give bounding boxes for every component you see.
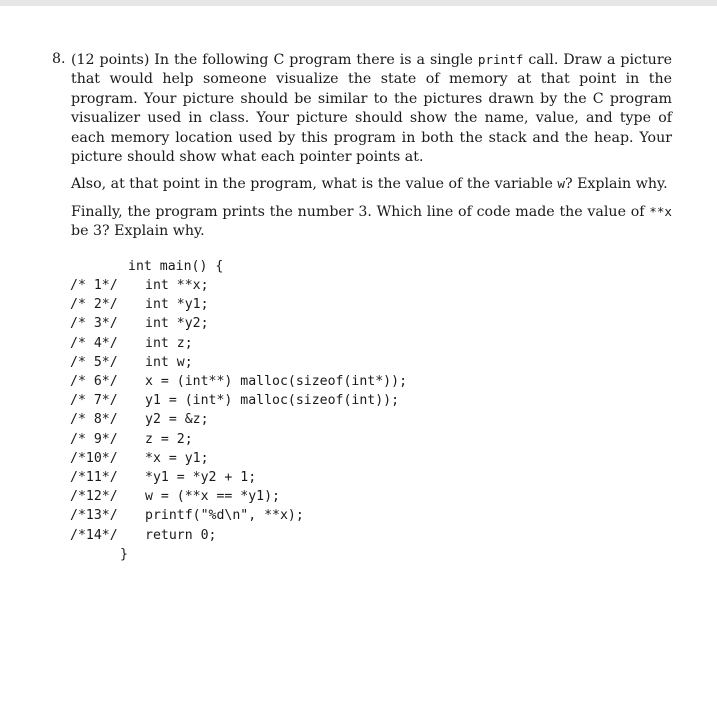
code-header: int main() {	[128, 259, 224, 274]
code-statement: int *y1;	[145, 297, 209, 313]
question-also	[71, 174, 672, 194]
question-finally	[71, 202, 672, 242]
intro-text-1: (12 points) In the following C program there is a single	[71, 52, 478, 68]
code-statement: x = (int**) malloc(sizeof(int*));	[145, 374, 408, 389]
code-statement: y1 = (int*) malloc(sizeof(int));	[145, 393, 400, 409]
also-text-1: Also, at that point in the program, what is the value of the variable	[71, 176, 558, 193]
line-number-comment: /* 3*/	[70, 316, 118, 332]
line-number-comment: /* 2*/	[70, 297, 118, 313]
code-statement: return 0;	[145, 527, 217, 543]
also-text-2: ? Explain why.	[564, 176, 668, 193]
line-number-comment: /* 5*/	[70, 354, 118, 370]
line-number-comment: /*12*/	[70, 489, 118, 505]
line-number-comment: /*14*/	[70, 527, 118, 543]
line-number-comment: /* 4*/	[70, 335, 118, 351]
finally-code: **x	[649, 203, 672, 219]
code-statement: z = 2;	[145, 431, 193, 447]
code-footer: }	[120, 547, 128, 562]
code-statement: y2 = &z;	[145, 412, 209, 428]
code-statement: *y1 = *y2 + 1;	[145, 470, 257, 485]
finally-text-1: Finally, the program prints the number 3. Which line of code made the value of	[71, 203, 650, 220]
code-statement: int **x;	[145, 278, 209, 293]
top-border	[0, 0, 717, 6]
code-statement: w = (**x == *y1);	[145, 489, 280, 505]
question-block	[52, 50, 672, 242]
line-number-comment: /* 9*/	[70, 431, 118, 447]
line-number-comment: /*13*/	[70, 508, 118, 524]
finally-text-2: be 3? Explain why.	[71, 223, 205, 240]
question-number: 8.	[52, 51, 66, 67]
intro-text-2: call. Draw a picture that would help someone visualize the state of memory at that point in the program. Your picture should be similar to the pictures drawn by the C program visualizer used in class. Your picture should show the name, value, and type of each memory location used by this program in both the stack and the heap. Your picture should show what each pointer points at.	[71, 52, 672, 166]
line-number-comment: /*11*/	[70, 470, 118, 485]
line-number-comment: /* 8*/	[70, 412, 118, 428]
code-statement: int w;	[145, 354, 193, 370]
intro-code: printf	[477, 52, 524, 67]
code-statement: int *y2;	[145, 316, 209, 332]
line-number-comment: /* 6*/	[70, 374, 118, 389]
question-intro	[71, 50, 672, 167]
line-number-comment: /*10*/	[70, 450, 118, 466]
line-number-comment: /* 7*/	[70, 393, 118, 409]
code-statement: int z;	[145, 335, 193, 351]
also-code: w	[557, 176, 565, 192]
code-statement: printf("%d\n", **x);	[145, 508, 304, 524]
line-number-comment: /* 1*/	[70, 278, 118, 293]
code-statement: *x = y1;	[145, 450, 209, 466]
